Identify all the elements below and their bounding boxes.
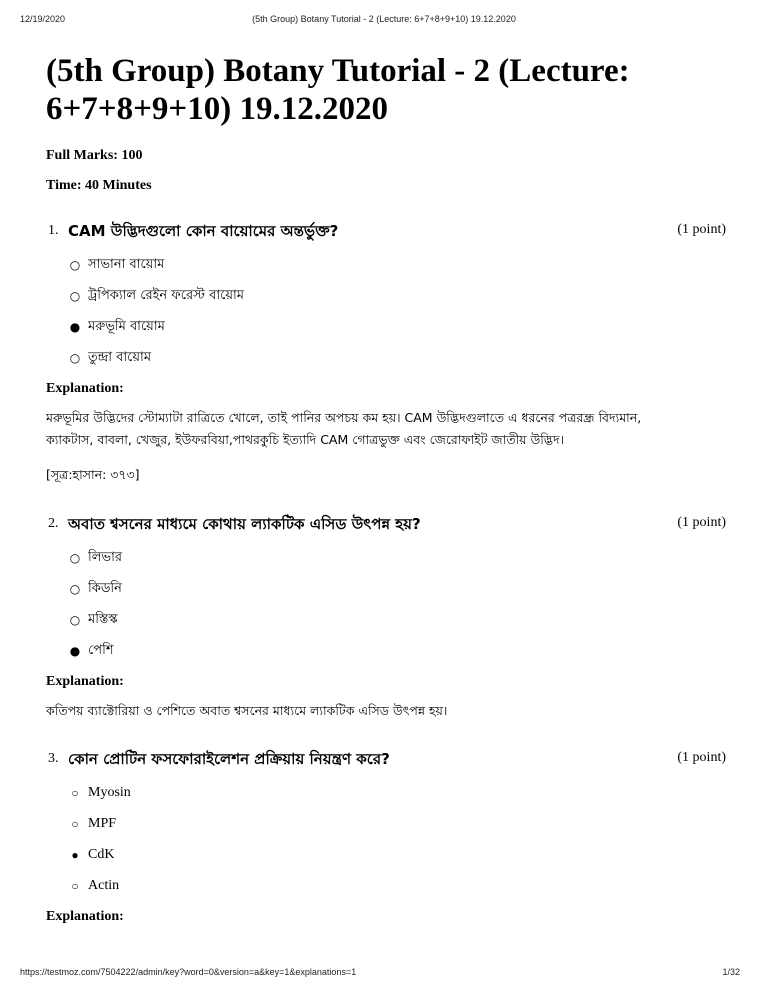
empty-circle-icon: ○ xyxy=(71,785,79,800)
option-item[interactable]: ○ লিভার xyxy=(69,549,123,565)
option-list xyxy=(46,254,726,369)
print-header xyxy=(0,14,768,28)
option-item-selected[interactable]: ● CdK xyxy=(68,844,726,866)
explanation-source: [সূত্র:হাসান: ৩৭৩] xyxy=(46,467,140,482)
question-number: 3. xyxy=(48,751,59,766)
empty-circle-icon: ○ xyxy=(69,351,81,365)
option-item[interactable]: ○ মস্তিস্ক xyxy=(69,611,118,627)
print-footer xyxy=(0,967,768,981)
question-text: CAM উদ্ভিদগুলো কোন বায়োমের অন্তর্ভুক্ত? xyxy=(68,222,339,240)
empty-circle-icon: ○ xyxy=(69,582,81,596)
question-number: 1. xyxy=(48,223,59,238)
empty-circle-icon: ○ xyxy=(69,613,81,627)
question-header xyxy=(46,748,726,770)
option-item[interactable]: ○ কিডনি xyxy=(69,580,122,596)
option-item[interactable]: ○ তুন্দ্রা বায়োম xyxy=(69,349,152,365)
question-3 xyxy=(46,748,726,925)
option-item[interactable]: ○ Myosin xyxy=(68,782,726,804)
option-list xyxy=(46,782,726,897)
quiz-content xyxy=(46,52,726,925)
question-2 xyxy=(46,513,726,722)
option-item[interactable]: ○ সাভানা বায়োম xyxy=(69,256,165,272)
filled-circle-icon: ● xyxy=(69,644,81,658)
filled-circle-icon: ● xyxy=(69,320,81,334)
question-header xyxy=(46,220,726,242)
question-text: কোন প্রোটিন ফসফোরাইলেশন প্রক্রিয়ায় নিয়ন্ত্রণ করে? xyxy=(68,750,390,768)
empty-circle-icon: ○ xyxy=(71,878,79,893)
option-item[interactable]: ○ ট্রপিক্যাল রেইন ফরেস্ট বায়োম xyxy=(69,287,244,303)
time-limit: Time: 40 Minutes xyxy=(46,178,152,193)
print-url: https://testmoz.com/7504222/admin/key?word=0&version=a&key=1&explanations=1 xyxy=(20,967,357,977)
question-points: (1 point) xyxy=(677,222,726,237)
question-number: 2. xyxy=(48,516,59,531)
full-marks: Full Marks: 100 xyxy=(46,148,143,163)
option-item-selected[interactable]: ● পেশি xyxy=(69,642,114,658)
empty-circle-icon: ○ xyxy=(71,816,79,831)
option-item[interactable]: ○ MPF xyxy=(68,813,726,835)
filled-circle-icon: ● xyxy=(71,847,79,862)
explanation-text: মরুভূমির উদ্ভিদের স্টোম্যাটা রাত্রিতে খোলে, তাই পানির অপচয় কম হয়। CAM উদ্ভিদগুলাতে এ ধরনের পত্ররন্ধ্র বিদ্যমান, ক্যাকটাস, বাবলা, খেজুর, ইউফরবিয়া,পাথরকুচি ইত্যাদি CAM গোত্রভুক্ত এবং জেরোফাইট জাতীয় উদ্ভিদ। xyxy=(46,410,642,447)
question-text: অবাত শ্বসনের মাধ্যমে কোথায় ল্যাকটিক এসিড উৎপন্ন হয়? xyxy=(68,515,421,533)
page-number: 1/32 xyxy=(722,967,740,977)
question-points: (1 point) xyxy=(677,515,726,530)
explanation-label: Explanation: xyxy=(46,674,124,689)
explanation-text: কতিপয় ব্যাক্টোরিয়া ও পেশিতে অবাত শ্বসনের মাধ্যমে ল্যাকটিক এসিড উৎপন্ন হয়। xyxy=(46,703,448,718)
page-title: (5th Group) Botany Tutorial - 2 (Lecture: 6+7+8+9+10) 19.12.2020 xyxy=(46,53,630,127)
question-header xyxy=(46,513,726,535)
question-1 xyxy=(46,220,726,487)
option-item[interactable]: ○ Actin xyxy=(68,875,726,897)
question-points: (1 point) xyxy=(677,750,726,765)
option-item-selected[interactable]: ● মরুভূমি বায়োম xyxy=(69,318,165,334)
empty-circle-icon: ○ xyxy=(69,289,81,303)
print-date: 12/19/2020 xyxy=(20,14,66,24)
print-title: (5th Group) Botany Tutorial - 2 (Lecture: 6+7+8+9+10) 19.12.2020 xyxy=(252,14,516,24)
explanation-label: Explanation: xyxy=(46,909,124,924)
empty-circle-icon: ○ xyxy=(69,258,81,272)
option-list xyxy=(46,547,726,662)
explanation-label: Explanation: xyxy=(46,381,124,396)
empty-circle-icon: ○ xyxy=(69,551,81,565)
